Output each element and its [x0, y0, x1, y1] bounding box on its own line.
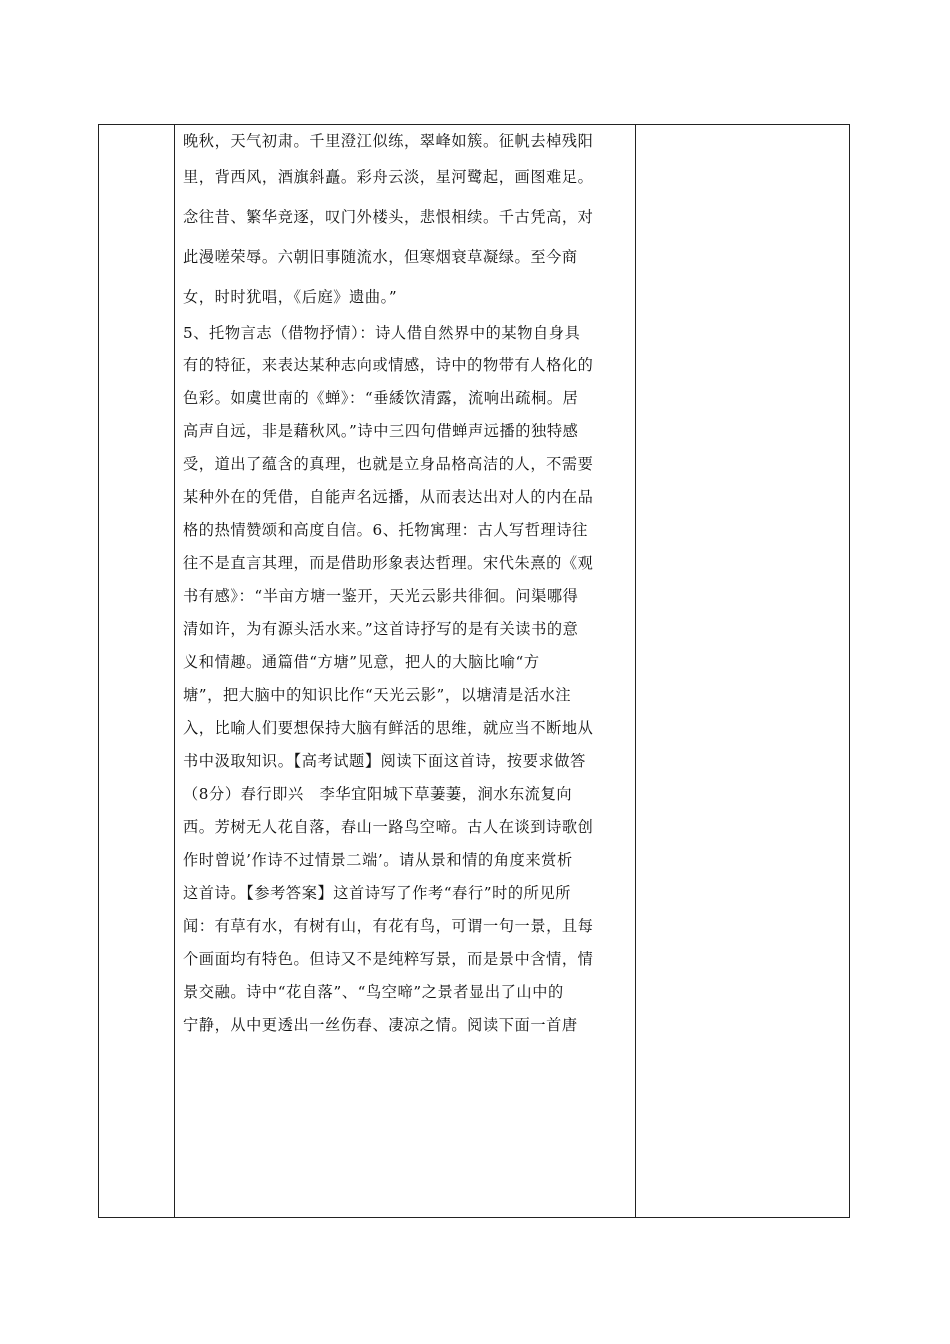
text-line: 高声自远，非是藉秋风。”诗中三四句借蝉声远播的独特感 [183, 422, 579, 440]
text-line: 有的特征，来表达某种志向或情感，诗中的物带有人格化的 [183, 356, 594, 374]
text-line: 格的热情赞颂和高度自信。6、托物寓理：古人写哲理诗往 [183, 521, 588, 539]
content-lines [183, 125, 626, 1042]
text-line: 作时曾说’作诗不过情景二端’。请从景和情的角度来赏析 [183, 851, 573, 869]
text-line: 晚秋，天气初肃。千里澄江似练，翠峰如簇。征帆去棹残阳 [183, 132, 594, 150]
text-line: 义和情趣。通篇借“方塘”见意，把人的大脑比喻“方 [183, 653, 540, 671]
text-line: 闻：有草有水，有树有山，有花有鸟，可谓一句一景，且每 [183, 917, 594, 935]
text-line: 入，比喻人们要想保持大脑有鲜活的思维，就应当不断地从 [183, 719, 594, 737]
text-line: 清如许，为有源头活水来。”这首诗抒写的是有关读书的意 [183, 620, 579, 638]
text-line: 书有感》：“半亩方塘一鉴开，天光云影共徘徊。问渠哪得 [183, 587, 579, 605]
text-line: 受，道出了蕴含的真理，也就是立身品格高洁的人，不需要 [183, 455, 594, 473]
text-line: 这首诗。【参考答案】这首诗写了作考“春行”时的所见所 [183, 884, 572, 902]
text-line: 此漫嗟荣辱。六朝旧事随流水，但寒烟衰草凝绿。至今商 [183, 248, 578, 266]
text-line: 塘”，把大脑中的知识比作“天光云影”，以塘清是活水注 [183, 686, 572, 704]
text-line: 往不是直言其理，而是借助形象表达哲理。宋代朱熹的《观 [183, 554, 594, 572]
text-line: （8分）春行即兴 李华宜阳城下草萋萋，涧水东流复向 [183, 785, 573, 803]
text-line: 西。芳树无人花自落，春山一路鸟空啼。古人在谈到诗歌创 [183, 818, 594, 836]
table-left-column [99, 125, 175, 1217]
text-line: 某种外在的凭借，自能声名远播，从而表达出对人的内在品 [183, 488, 594, 506]
text-line: 景交融。诗中“花自落”、“鸟空啼”之景者显出了山中的 [183, 983, 564, 1001]
document-table [98, 124, 850, 1218]
text-line: 里，背西风，酒旗斜矗。彩舟云淡，星河鹭起，画图难足。 [183, 168, 594, 186]
text-line: 5、托物言志（借物抒情）：诗人借自然界中的某物自身具 [183, 324, 581, 342]
text-line: 女，时时犹唱，《后庭》遗曲。” [183, 288, 398, 306]
text-line: 宁静，从中更透出一丝伤春、凄凉之情。阅读下面一首唐 [183, 1016, 578, 1034]
text-line: 念往昔、繁华竞逐，叹门外楼头，悲恨相续。千古凭高，对 [183, 208, 594, 226]
text-line: 色彩。如虞世南的《蝉》：“垂緌饮清露，流响出疏桐。居 [183, 389, 579, 407]
text-line: 个画面均有特色。但诗又不是纯粹写景，而是景中含情，情 [183, 950, 594, 968]
text-line: 书中汲取知识。【高考试题】阅读下面这首诗，按要求做答 [183, 752, 586, 770]
table-content-column [175, 125, 636, 1217]
table-right-column [636, 125, 849, 1217]
